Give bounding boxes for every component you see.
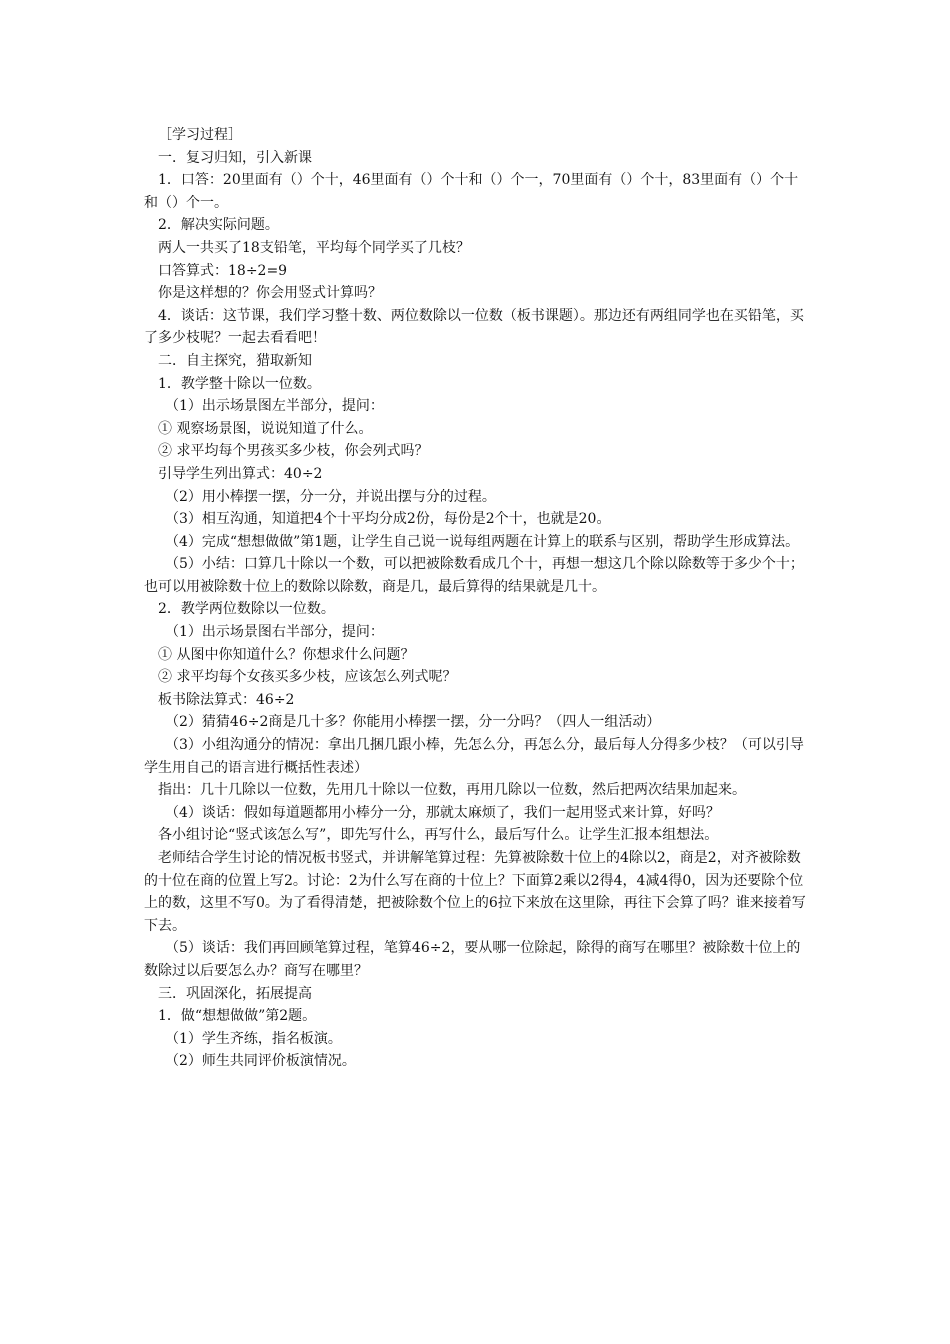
- paragraph: 1．教学整十除以一位数。: [158, 375, 321, 392]
- paragraph: （1）出示场景图左半部分，提问：: [165, 398, 384, 415]
- paragraph: 三．巩固深化，拓展提高: [158, 985, 312, 1002]
- paragraph: 1．做“想想做做”第2题。: [158, 1008, 317, 1025]
- paragraph: （4）谈话：假如每道题都用小棒分一分，那就太麻烦了，我们一起用竖式来计算，好吗？: [165, 804, 720, 821]
- paragraph: 一．复习归知，引入新课: [158, 149, 312, 166]
- paragraph: 1．口答：20里面有（）个十，46里面有（）个十和（）个一，70里面有（）个十，83里面有（）个十和（）个一。: [144, 172, 799, 211]
- paragraph: ［学习过程］: [158, 127, 242, 143]
- paragraph: 二．自主探究，猎取新知: [158, 352, 312, 369]
- paragraph: 各小组讨论“竖式该怎么写”，即先写什么，再写什么，最后写什么。让学生汇报本组想法。: [158, 827, 719, 844]
- paragraph: （5）小结：口算几十除以一个数，可以把被除数看成几个十，再想一想这几个除以除数等于多少个十；也可以用被除数十位上的数除以除数，商是几，最后算得的结果就是几十。: [144, 556, 804, 595]
- paragraph: （2）猜猜46÷2商是几十多？你能用小棒摆一摆，分一分吗？（四人一组活动）: [165, 714, 661, 731]
- paragraph: 你是这样想的？你会用竖式计算吗？: [158, 285, 382, 302]
- document-body: [144, 124, 808, 1073]
- paragraph: 4．谈话：这节课，我们学习整十数、两位数除以一位数（板书课题）。那边还有两组同学也在买铅笔，买了多少枝呢？一起去看看吧！: [144, 307, 804, 347]
- paragraph: （4）完成“想想做做”第1题，让学生自己说一说每组两题在计算上的联系与区别，帮助学生形成算法。: [165, 533, 800, 550]
- paragraph: 口答算式：18÷2=9: [158, 262, 288, 279]
- paragraph: （2）用小棒摆一摆，分一分，并说出摆与分的过程。: [165, 488, 496, 505]
- paragraph: 2．教学两位数除以一位数。: [158, 601, 335, 618]
- paragraph: （3）小组沟通分的情况：拿出几捆几跟小棒，先怎么分，再怎么分，最后每人分得多少枝？（可以引导学生用自己的语言进行概括性表述）: [144, 737, 804, 776]
- paragraph: （1）出示场景图右半部分，提问：: [165, 624, 384, 641]
- paragraph: （3）相互沟通，知道把4个十平均分成2份，每份是2个十，也就是20。: [165, 511, 611, 528]
- paragraph: 指出：几十几除以一位数，先用几十除以一位数，再用几除以一位数，然后把两次结果加起来。: [158, 782, 746, 799]
- paragraph: 板书除法算式：46÷2: [158, 691, 295, 708]
- paragraph: 两人一共买了18支铅笔，平均每个同学买了几枝？: [158, 239, 470, 256]
- paragraph: ① 从图中你知道什么？你想求什么问题？: [158, 646, 415, 663]
- paragraph: 2．解决实际问题。: [158, 217, 279, 234]
- paragraph: （5）谈话：我们再回顾笔算过程，笔算46÷2，要从哪一位除起，除得的商写在哪里？被除数十位上的数除过以后要怎么办？商写在哪里？: [144, 940, 801, 979]
- paragraph: ② 求平均每个女孩买多少枝，应该怎么列式呢？: [158, 669, 457, 686]
- paragraph: ① 观察场景图，说说知道了什么。: [158, 420, 373, 437]
- paragraph: 老师结合学生讨论的情况板书竖式，并讲解笔算过程：先算被除数十位上的4除以2，商是2，对齐被除数的十位在商的位置上写2。讨论：2为什么写在商的十位上？下面算2乘以2得4，4减4得0，因为还要除个位上的数，这里不写0。为了看得清楚，把被除数个位上的6拉下来放在这里除，再往下会算了吗？谁来接着写下去。: [144, 850, 806, 934]
- paragraph: （1）学生齐练，指名板演。: [165, 1030, 342, 1047]
- paragraph: ② 求平均每个男孩买多少枝，你会列式吗？: [158, 443, 429, 460]
- paragraph: （2）师生共同评价板演情况。: [165, 1053, 356, 1070]
- paragraph: 引导学生列出算式：40÷2: [158, 465, 323, 482]
